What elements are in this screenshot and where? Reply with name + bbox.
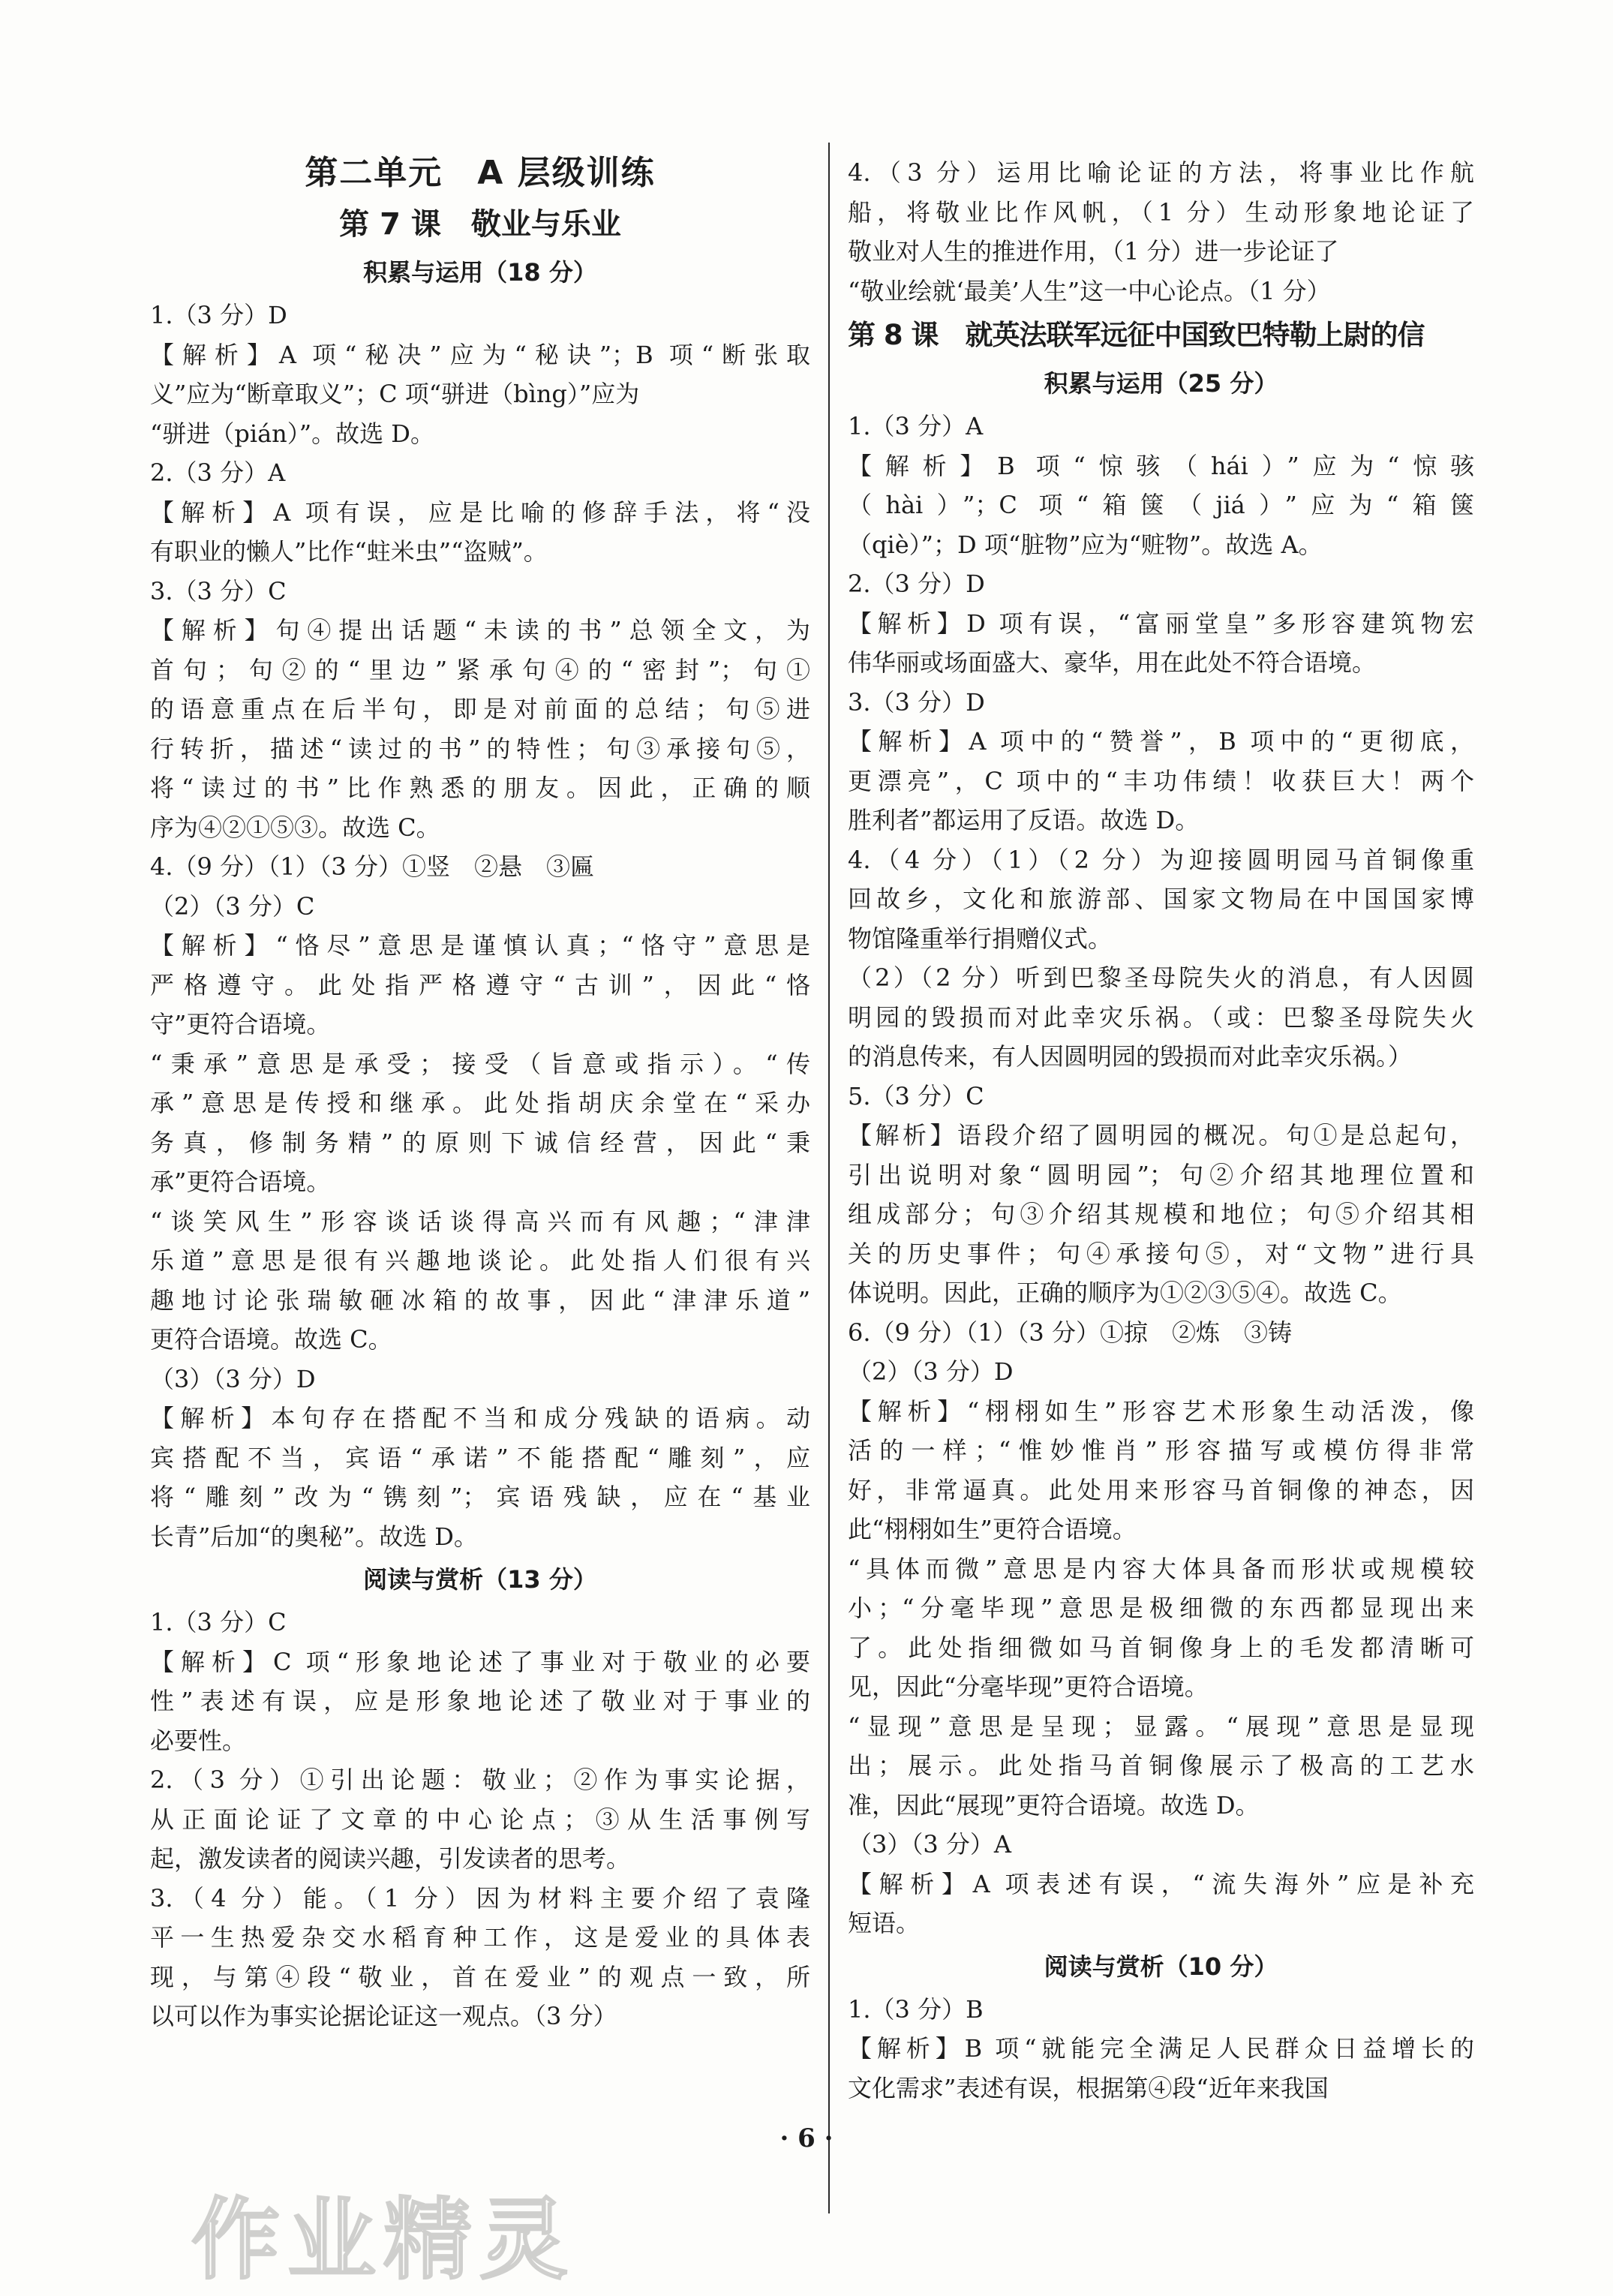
text-line: 更漂亮”，C 项中的“丰功伟绩！收获巨大！两个: [848, 766, 1474, 795]
text-line: 胜利者”都运用了反语。故选 D。: [848, 806, 1200, 834]
text-line: 承”更符合语境。: [150, 1168, 331, 1196]
answer-block: [848, 407, 1474, 1943]
text-line: 首句；句②的“里边”紧承句④的“密封”；句①: [150, 655, 810, 684]
text-line: 更符合语境。故选 C。: [150, 1325, 392, 1354]
text-line: 【解析】句④提出话题“未读的书”总领全文，为: [150, 616, 810, 645]
text-line: 出；展示。此处指马首铜像展示了极高的工艺水: [848, 1751, 1474, 1780]
text-line: （3）（3 分）D: [150, 1364, 316, 1393]
text-line: 【解析】D 项有误，“富丽堂皇”多形容建筑物宏: [848, 609, 1474, 638]
text-line: 长青”后加“的奥秘”。故选 D。: [150, 1522, 478, 1551]
right-column: [848, 153, 1474, 2108]
text-line: 敬业对人生的推进作用，（1 分）进一步论证了: [848, 237, 1339, 266]
text-line: 义”应为“断章取义”；C 项“骈进（bìng）”应为: [150, 380, 640, 408]
text-line: “秉承”意思是承受；接受（旨意或指示）。“传: [150, 1049, 810, 1078]
text-line: 活的一样；“惟妙惟肖”形容描写或模仿得非常: [848, 1436, 1474, 1465]
text-line: （3）（3 分）A: [848, 1830, 1012, 1859]
text-line: 2.（3 分）D: [848, 569, 985, 598]
text-line: 【解析】A 项表述有误，“流失海外”应是补充: [848, 1869, 1474, 1898]
text-line: 【解析】A 项中的“赞誉”，B 项中的“更彻底，: [848, 727, 1474, 756]
text-line: 好，非常逼真。此处用来形容马首铜像的神态，因: [848, 1475, 1474, 1504]
left-column: [150, 147, 810, 2036]
text-line: 见，因此“分毫毕现”更符合语境。: [848, 1672, 1209, 1701]
page-number: · 6 ·: [779, 2123, 834, 2153]
section-title: 阅读与赏析（10 分）: [1044, 1952, 1278, 1981]
text-line: “敬业绘就‘最美’人生”这一中心论点。（1 分）: [848, 276, 1331, 305]
text-line: 有职业的懒人”比作“蛀米虫”“盗贼”。: [150, 537, 548, 566]
text-line: 【解析】“恪尽”意思是谨慎认真；“恪守”意思是: [150, 931, 810, 960]
text-line: 此“栩栩如生”更符合语境。: [848, 1515, 1137, 1543]
answer-block: [848, 153, 1474, 311]
text-line: 4.（3 分）运用比喻论证的方法，将事业比作航: [848, 158, 1474, 187]
text-line: 性”表述有误，应是形象地论述了敬业对于事业的: [150, 1687, 810, 1715]
text-line: 3.（4 分）能。（1 分）因为材料主要介绍了袁隆: [150, 1883, 810, 1913]
answer-block: [150, 1603, 810, 2036]
text-line: 船，将敬业比作风帆，（1 分）生动形象地论证了: [848, 197, 1474, 227]
text-line: “骈进（pián）”。故选 D。: [150, 419, 434, 448]
text-line: 了。此处指细微如马首铜像身上的毛发都清晰可: [848, 1633, 1474, 1662]
text-line: 【解析】A 项“秘决”应为“秘诀”；B 项“断张取: [150, 340, 810, 369]
text-line: 【解析】B 项“就能完全满足人民群众日益增长的: [848, 2034, 1474, 2063]
text-line: “具体而微”意思是内容大体具备而形状或规模较: [848, 1554, 1474, 1583]
text-line: 务真，修制务精”的原则下诚信经营，因此“秉: [150, 1128, 810, 1157]
text-line: 将“读过的书”比作熟悉的朋友。因此，正确的顺: [150, 774, 810, 802]
text-line: 小；“分毫毕现”意思是极细微的东西都显现出来: [848, 1594, 1474, 1622]
text-line: 组成部分；句③介绍其规模和地位；句⑤介绍其相: [848, 1200, 1474, 1228]
text-line: 现，与第④段“敬业，首在爱业”的观点一致，所: [150, 1962, 810, 1991]
text-line: 6.（9 分）（1）（3 分）①掠 ②炼 ③铸: [848, 1318, 1292, 1347]
text-line: 趣地讨论张瑞敏砸冰箱的故事，因此“津津乐道”: [150, 1285, 810, 1315]
text-line: 【解析】B 项“惊骇（hái）”应为“惊骇: [848, 451, 1474, 480]
text-line: 1.（3 分）A: [848, 412, 984, 440]
text-line: （hài）”；C 项“箱箧（jiá）”应为“箱箧: [848, 491, 1474, 519]
text-line: 从正面论证了文章的中心论点；③从生活事例写: [150, 1805, 810, 1834]
text-line: 文化需求”表述有误，根据第④段“近年来我国: [848, 2073, 1329, 2102]
column-divider: [828, 143, 830, 2213]
text-line: （2）（3 分）D: [848, 1357, 1014, 1386]
text-line: 1.（3 分）D: [150, 301, 287, 329]
text-line: 1.（3 分）B: [848, 1994, 984, 2024]
text-line: 【解析】语段介绍了圆明园的概况。句①是总起句，: [848, 1121, 1474, 1150]
text-line: 必要性。: [150, 1726, 247, 1755]
section-title: 积累与运用（25 分）: [1044, 369, 1278, 398]
lesson-title: 第 7 课 敬业与乐业: [339, 207, 621, 242]
unit-title: 第二单元 A 层级训练: [305, 154, 656, 192]
text-line: 4.（9 分）（1）（3 分）①竖 ②悬 ③匾: [150, 852, 594, 881]
watermark: 作业精灵: [191, 2188, 576, 2291]
text-line: 短语。: [848, 1909, 921, 1937]
text-line: 1.（3 分）C: [150, 1608, 287, 1636]
text-line: 回故乡，文化和旅游部、国家文物局在中国国家博: [848, 885, 1474, 913]
text-line: 2.（3 分）①引出论题：敬业；②作为事实论据，: [150, 1766, 810, 1794]
text-line: 将“雕刻”改为“镌刻”；宾语残缺，应在“基业: [150, 1483, 810, 1511]
text-line: 明园的毁损而对此幸灾乐祸。（或：巴黎圣母院失火: [848, 1002, 1474, 1032]
text-line: 【解析】C 项“形象地论述了事业对于敬业的必要: [150, 1647, 810, 1676]
text-line: 严格遵守。此处指严格遵守“古训”，因此“恪: [150, 970, 810, 999]
text-line: 乐道”意思是很有兴趣地谈论。此处指人们很有兴: [150, 1246, 810, 1275]
text-line: 体说明。因此，正确的顺序为①②③⑤④。故选 C。: [848, 1279, 1402, 1307]
text-line: 伟华丽或场面盛大、豪华，用在此处不符合语境。: [848, 648, 1377, 677]
text-line: （qiè）”；D 项“脏物”应为“赃物”。故选 A。: [848, 530, 1323, 559]
text-line: 关的历史事件；句④承接句⑤，对“文物”进行具: [848, 1239, 1474, 1268]
text-line: 起，激发读者的阅读兴趣，引发读者的思考。: [150, 1844, 631, 1873]
text-line: 宾搭配不当，宾语“承诺”不能搭配“雕刻”，应: [150, 1443, 810, 1472]
text-line: 守”更符合语境。: [150, 1010, 331, 1038]
lesson-title: 第 8 课 就英法联军远征中国致巴特勒上尉的信: [848, 319, 1425, 351]
section-title: 阅读与赏析（13 分）: [363, 1565, 597, 1594]
text-line: （2）（3 分）C: [150, 891, 315, 921]
text-line: 承”意思是传授和继承。此处指胡庆余堂在“采办: [150, 1089, 810, 1117]
text-line: 物馆隆重举行捐赠仪式。: [848, 924, 1113, 953]
answer-block: [150, 296, 810, 1556]
text-line: “显现”意思是呈现；显露。“展现”意思是显现: [848, 1711, 1474, 1741]
section-title: 积累与运用（18 分）: [363, 258, 597, 287]
text-line: “谈笑风生”形容谈话谈得高兴而有风趣；“津津: [150, 1207, 810, 1236]
text-line: 3.（3 分）D: [848, 687, 985, 717]
text-line: 行转折，描述“读过的书”的特性；句③承接句⑤，: [150, 734, 810, 763]
answer-block: [848, 1990, 1474, 2108]
text-line: （2）（2 分）听到巴黎圣母院失火的消息，有人因圆: [848, 963, 1474, 992]
text-line: 【解析】A 项有误，应是比喻的修辞手法，将“没: [150, 497, 810, 527]
text-line: 【解析】本句存在搭配不当和成分残缺的语病。动: [150, 1404, 810, 1432]
text-line: 序为④②①⑤③。故选 C。: [150, 813, 440, 842]
text-line: 的语意重点在后半句，即是对前面的总结；句⑤进: [150, 695, 810, 723]
text-line: 5.（3 分）C: [848, 1081, 984, 1110]
text-line: 【解析】“栩栩如生”形容艺术形象生动活泼，像: [848, 1396, 1474, 1426]
text-line: 3.（3 分）C: [150, 576, 287, 606]
text-line: 准，因此“展现”更符合语境。故选 D。: [848, 1790, 1260, 1820]
text-line: 平一生热爱杂交水稻育种工作，这是爱业的具体表: [150, 1923, 810, 1952]
text-line: 引出说明对象“圆明园”；句②介绍其地理位置和: [848, 1160, 1474, 1189]
text-line: 以可以作为事实论据论证这一观点。（3 分）: [150, 2002, 617, 2030]
text-line: 4.（4 分）（1）（2 分）为迎接圆明园马首铜像重: [848, 845, 1474, 874]
text-line: 的消息传来，有人因圆明园的毁损而对此幸灾乐祸。）: [848, 1042, 1413, 1071]
text-line: 2.（3 分）A: [150, 458, 286, 487]
